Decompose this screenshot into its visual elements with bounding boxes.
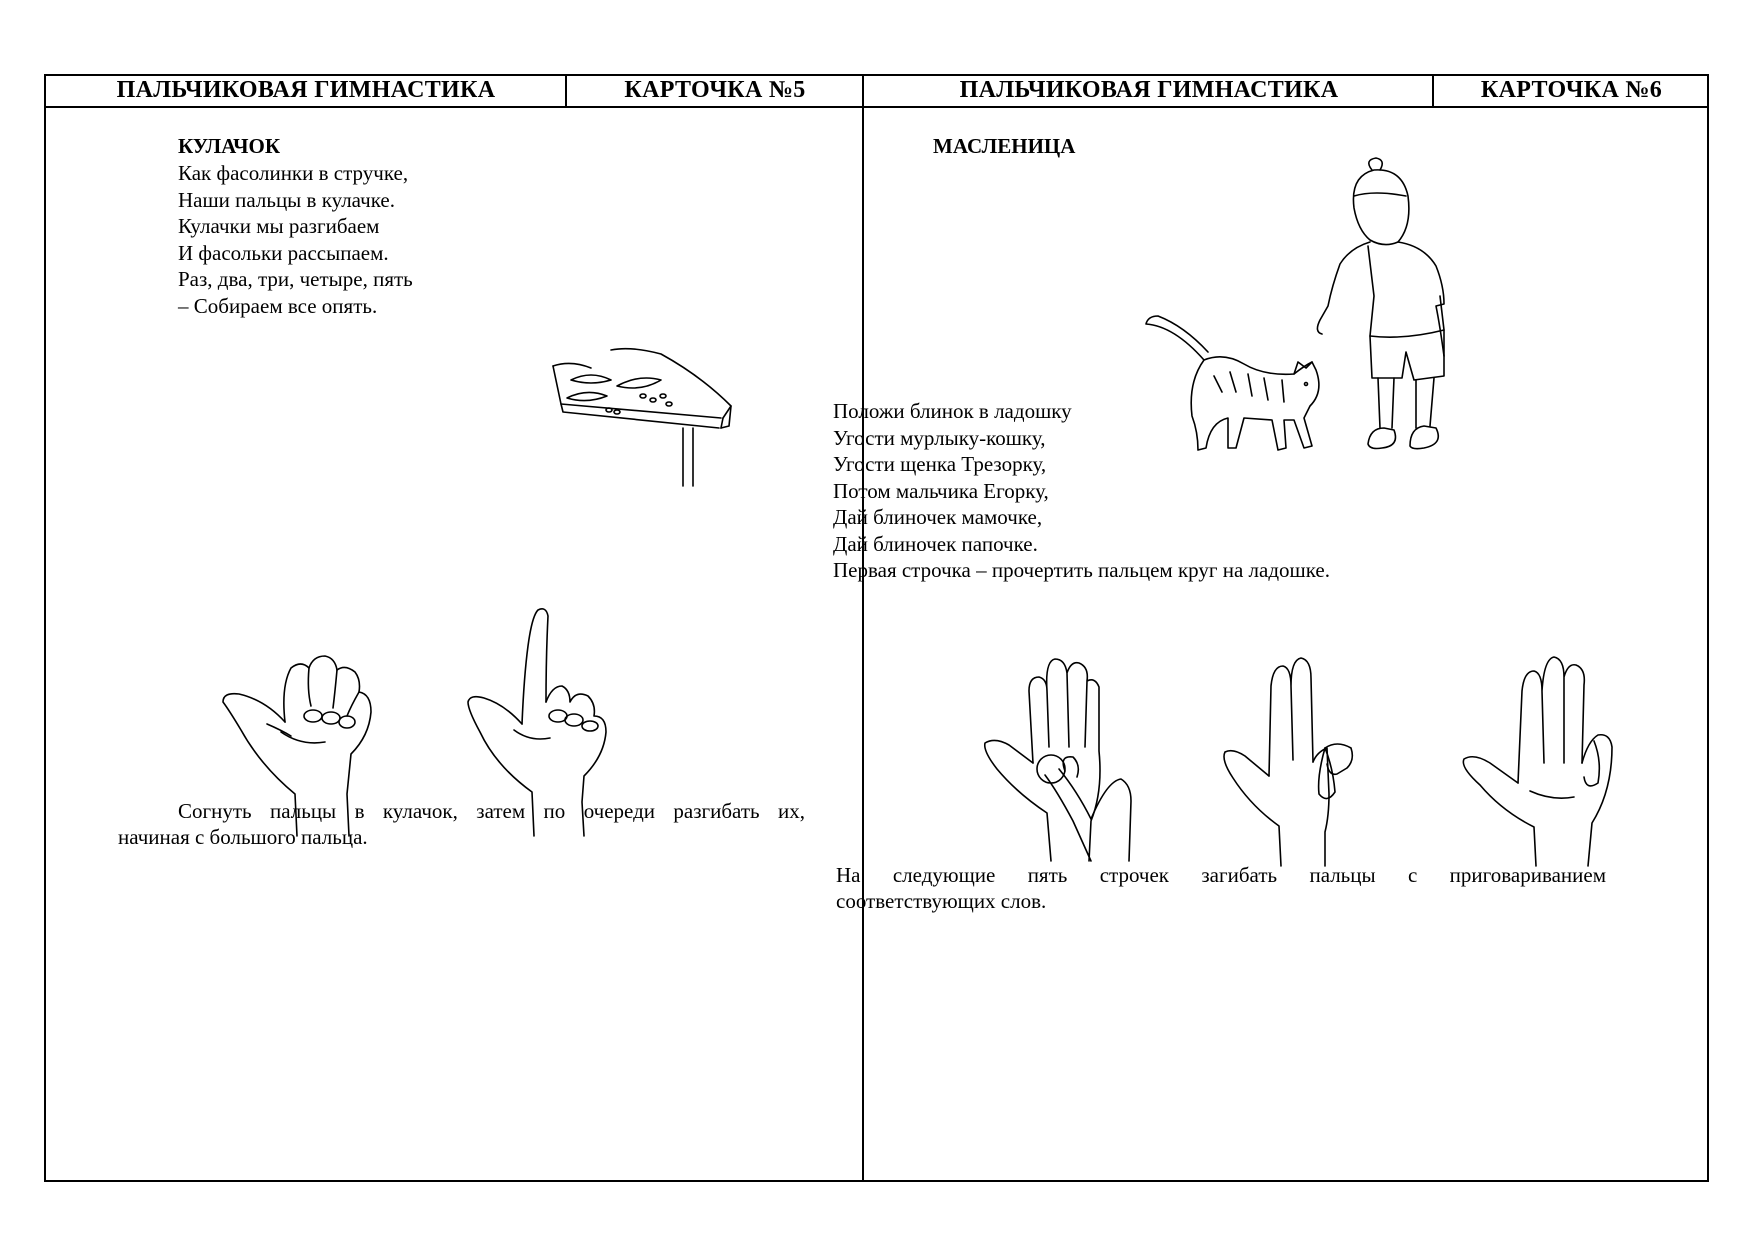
- card6-instruction: [836, 862, 1606, 914]
- poem-line: – Собираем все опять.: [178, 293, 378, 318]
- card5-header-title: ПАЛЬЧИКОВАЯ ГИМНАСТИКА: [116, 77, 496, 103]
- table-beans-illustration: [551, 346, 811, 486]
- bending-fingers-hand-icon: [1221, 656, 1401, 866]
- card5-instruction: [118, 798, 805, 850]
- poem-line: Первая строчка – прочертить пальцем круг на ладошке.: [833, 558, 1330, 582]
- card5-exercise-title: КУЛАЧОК: [178, 134, 281, 158]
- header-divider: [1432, 76, 1434, 106]
- poem-line: Раз, два, три, четыре, пять: [178, 267, 413, 291]
- card6-exercise-title: МАСЛЕНИЦА: [933, 134, 1076, 158]
- poem-line: Наши пальцы в кулачке.: [178, 187, 395, 212]
- card5-poem: [178, 160, 413, 319]
- header-row: [46, 76, 1707, 108]
- instruction-line: Согнуть пальцы в кулачок, затем по очереди разгибать их,: [178, 799, 805, 823]
- poem-line: Угости щенка Трезорку,: [833, 452, 1047, 476]
- poem-line: Дай блиночек папочке.: [833, 531, 1038, 556]
- header-divider: [565, 76, 567, 106]
- poem-line: Кулачки мы разгибаем: [178, 214, 380, 238]
- card6-poem: [833, 398, 1330, 584]
- card-divider: [862, 76, 864, 1182]
- instruction-line: соответствующих слов.: [836, 889, 1047, 913]
- poem-line: Положи блинок в ладошку: [833, 399, 1072, 423]
- poem-line: И фасольки рассыпаем.: [178, 240, 389, 265]
- cards-frame: [44, 74, 1709, 1182]
- card6-header-title: ПАЛЬЧИКОВАЯ ГИМНАСТИКА: [959, 77, 1339, 103]
- card5-number: КАРТОЧКА №5: [624, 77, 806, 103]
- poem-line: Как фасолинки в стручке,: [178, 161, 409, 185]
- folded-fingers-hand-icon: [1456, 651, 1656, 866]
- instruction-line: На следующие пять строчек загибать пальцы с приговариванием: [836, 863, 1606, 887]
- instruction-line: начиная с большого пальца.: [118, 825, 368, 849]
- poem-line: Дай блиночек мамочке,: [833, 505, 1043, 529]
- poem-line: Потом мальчика Егорку,: [833, 478, 1049, 503]
- poem-line: Угости мурлыку-кошку,: [833, 425, 1046, 450]
- palm-circle-hand-icon: [981, 651, 1181, 861]
- card6-number: КАРТОЧКА №6: [1480, 77, 1663, 103]
